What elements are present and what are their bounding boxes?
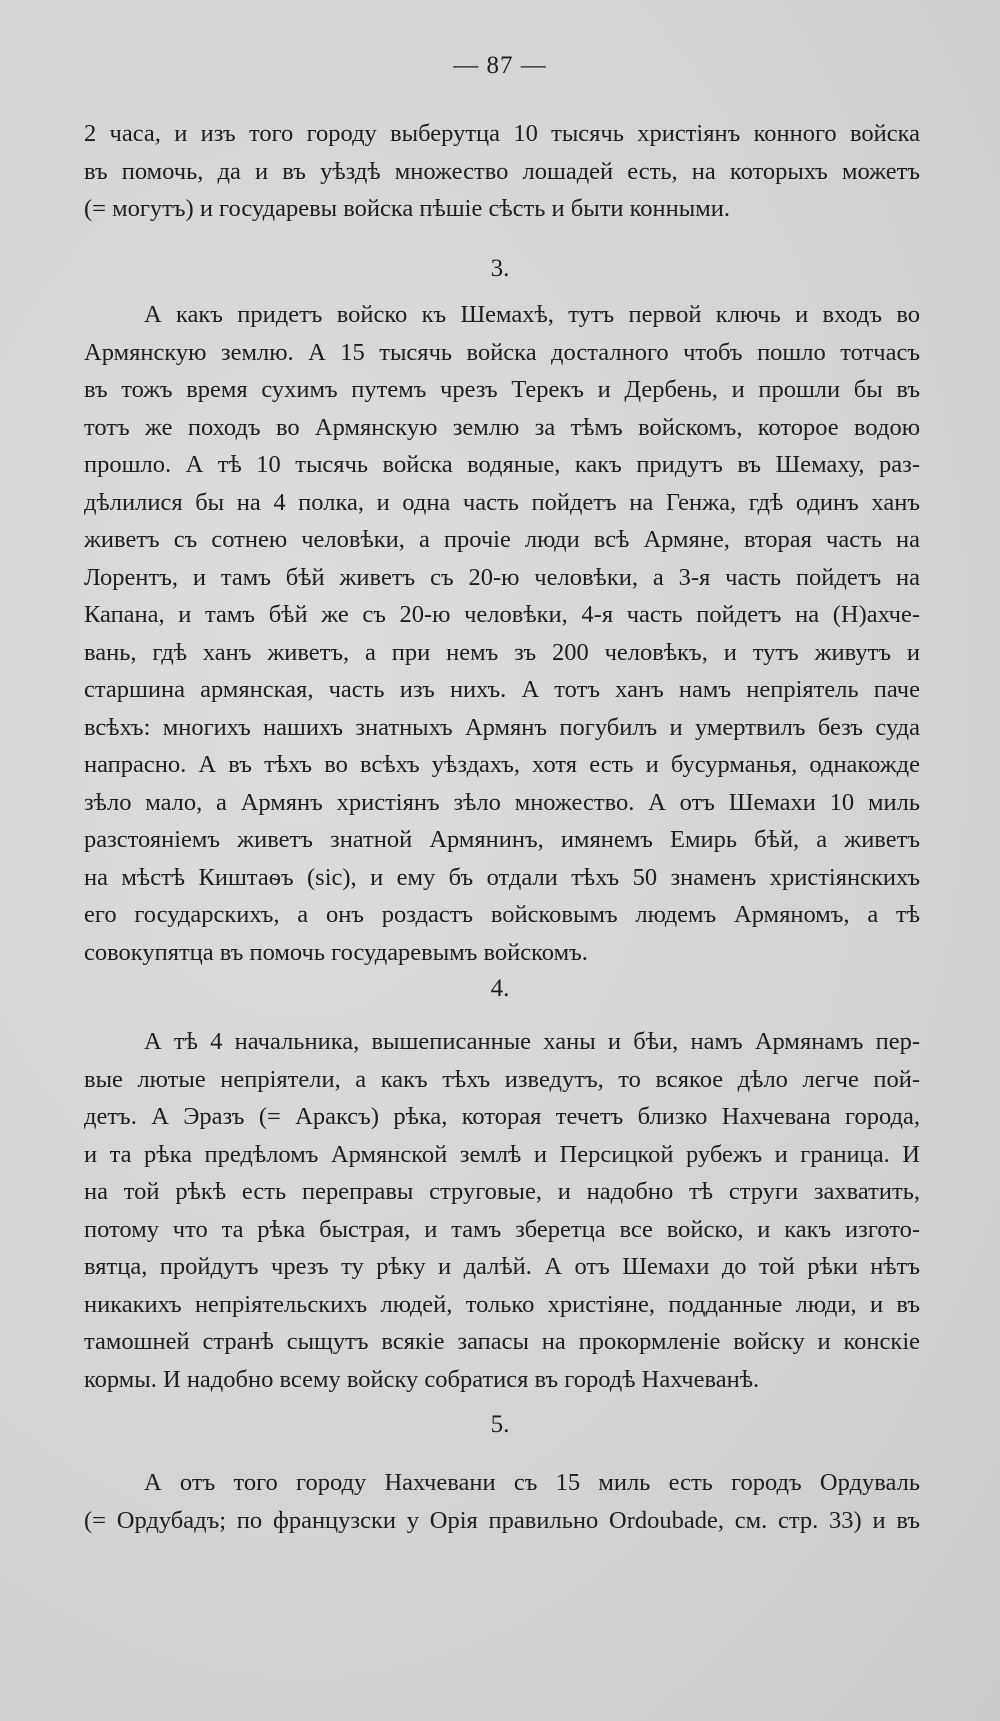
text-line: въ помочь, да и въ уѣздѣ множество лошадей есть, на которыхъ можетъ bbox=[84, 157, 920, 185]
text-line: тамошней странѣ сыщутъ всякіе запасы на прокормленіе войску и конскіе bbox=[84, 1328, 920, 1355]
page-number: — 87 — bbox=[453, 52, 547, 79]
paragraph-continuation bbox=[84, 115, 920, 228]
text-line: потому что та рѣка быстрая, и тамъ зберетца все войско, и какъ изгото- bbox=[84, 1215, 920, 1243]
text-line: его государскихъ, а онъ роздастъ войсковымъ людемъ Армяномъ, а тѣ bbox=[84, 901, 920, 928]
text-line: никакихъ непріятельскихъ людей, только христіяне, подданные люди, и въ bbox=[84, 1290, 920, 1318]
text-line: дѣлилися бы на 4 полка, и одна часть пойдетъ на Генжа, гдѣ одинъ ханъ bbox=[84, 488, 920, 516]
text-line: старшина армянская, часть изъ нихъ. А тотъ ханъ намъ непріятель паче bbox=[84, 676, 920, 703]
text-line: (= Ордубадъ; по французски у Орія правильно Ordoubade, см. стр. 33) и въ bbox=[84, 1506, 920, 1534]
section-3-text bbox=[84, 296, 920, 971]
text-line: живетъ съ сотнею человѣки, а прочіе люди всѣ Армяне, вторая часть на bbox=[84, 526, 920, 553]
text-line: вые лютые непріятели, а какъ тѣхъ изведутъ, то всякое дѣло легче пой- bbox=[84, 1065, 920, 1093]
text-line: А тѣ 4 начальника, вышеписанные ханы и бѣи, намъ Армянамъ пер- bbox=[144, 1028, 920, 1055]
text-line: разстояніемъ живетъ знатной Армянинъ, имянемъ Емирь бѣй, а живетъ bbox=[84, 826, 920, 853]
text-line: тотъ же походъ во Армянскую землю за тѣмъ войскомъ, которое водою bbox=[84, 413, 920, 441]
section-number-3: 3. bbox=[490, 255, 510, 282]
section-number-5: 5. bbox=[490, 1411, 510, 1438]
text-line: (= могутъ) и государевы войска пѣшіе сѣсть и быти конными. bbox=[84, 195, 730, 222]
text-line: А отъ того городу Нахчевани съ 15 миль есть городъ Ордуваль bbox=[144, 1469, 920, 1496]
text-line: въ тожъ время сухимъ путемъ чрезъ Терекъ и Дербень, и прошли бы въ bbox=[84, 376, 920, 403]
text-line: на мѣстѣ Киштаѳъ (sic), и ему бъ отдали тѣхъ 50 знаменъ христіянскихъ bbox=[84, 863, 920, 891]
text-line: зѣло мало, а Армянъ христіянъ зѣло множество. А отъ Шемахи 10 миль bbox=[84, 788, 920, 816]
text-line: А какъ придетъ войско къ Шемахѣ, тутъ первой ключь и входъ во bbox=[144, 301, 920, 328]
section-number-4: 4. bbox=[490, 975, 510, 1002]
text-line: Капана, и тамъ бѣй же съ 20-ю человѣки, 4-я часть пойдетъ на (Н)ахче- bbox=[84, 601, 920, 628]
text-line: Армянскую землю. А 15 тысячь войска досталного чтобъ пошло тотчасъ bbox=[84, 338, 920, 366]
section-4-text bbox=[84, 1023, 920, 1398]
text-line: Лорентъ, и тамъ бѣй живетъ съ 20-ю человѣки, а 3-я часть пойдетъ на bbox=[84, 563, 920, 591]
text-line: совокупятца въ помочь государевымъ войскомъ. bbox=[84, 938, 588, 966]
section-5-text bbox=[84, 1464, 920, 1539]
text-line: 2 часа, и изъ того городу выберутца 10 тысячь христіянъ конного войска bbox=[84, 120, 920, 147]
text-line: кормы. И надобно всему войску собратися въ городѣ Нахчеванѣ. bbox=[84, 1365, 760, 1393]
text-line: вятца, пройдутъ чрезъ ту рѣку и далѣй. А отъ Шемахи до той рѣки нѣтъ bbox=[84, 1253, 920, 1280]
text-line: прошло. А тѣ 10 тысячь войска водяные, какъ придутъ въ Шемаху, раз- bbox=[84, 451, 920, 478]
text-line: напрасно. А въ тѣхъ во всѣхъ уѣздахъ, хотя есть и бусурманья, однакожде bbox=[84, 751, 920, 778]
text-line: всѣхъ: многихъ нашихъ знатныхъ Армянъ погубилъ и умертвилъ безъ суда bbox=[84, 713, 920, 741]
text-line: на той рѣкѣ есть переправы струговые, и надобно тѣ струги захватить, bbox=[84, 1178, 920, 1205]
text-line: детъ. А Эразъ (= Араксъ) рѣка, которая течетъ близко Нахчевана города, bbox=[84, 1103, 920, 1130]
text-line: вань, гдѣ ханъ живетъ, а при немъ зъ 200 человѣкъ, и тутъ живутъ и bbox=[84, 638, 920, 666]
text-line: и та рѣка предѣломъ Армянской землѣ и Персицкой рубежъ и граница. И bbox=[84, 1140, 920, 1168]
